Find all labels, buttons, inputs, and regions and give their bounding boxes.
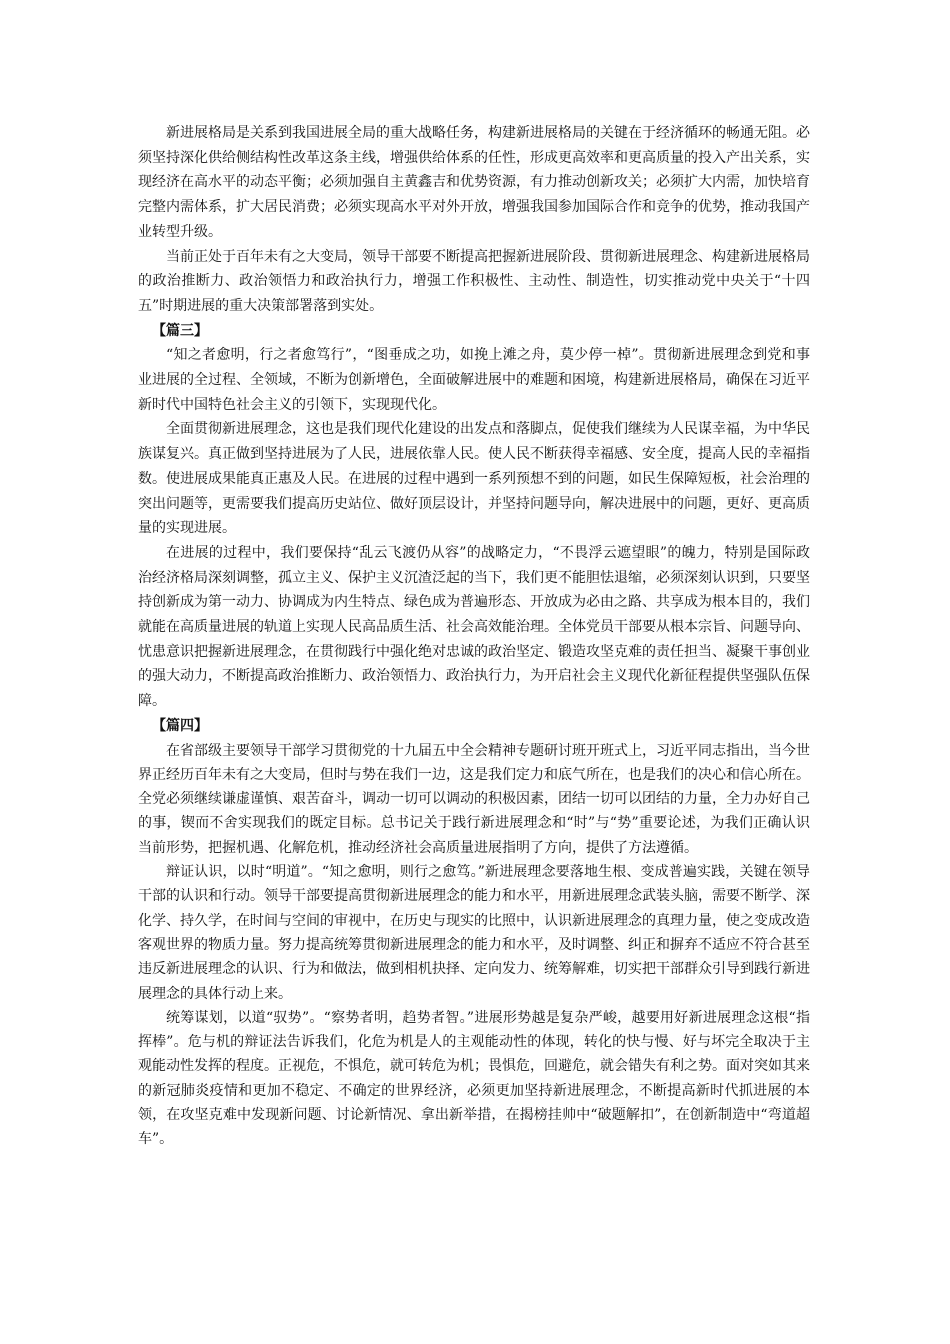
paragraph-seminar-speech: 在省部级主要领导干部学习贯彻党的十九届五中全会精神专题研讨班开班式上，习近平同志指出，当今世界正经历百年未有之大变局，但时与势在我们一边，这是我们定力和底气所在，也是我们的决心和信心所在。全党必须继续谦虚谨慎、艰苦奋斗，调动一切可以调动的积极因素，团结一切可以团结的力量，全力办好自己的事，锲而不舍实现我们的既定目标。总书记关于践行新进展理念和“时”与“势”重要论述，为我们正确认识当前形势，把握机遇、化解危机，推动经济社会高质量进展指明了方向，提供了方法遵循。 [138,742,810,856]
paragraph-dialectical-understanding: 辩证认识，以时“明道”。“知之愈明，则行之愈笃。”新进展理念要落地生根、变成普遍实践，关键在领导干部的认识和行动。领导干部要提高贯彻新进展理念的能力和水平，用新进展理念武装头脑，需要不断学、深化学、持久学，在时间与空间的审视中，在历史与现实的比照中，认识新进展理念的真理力量，使之变成改造客观世界的物质力量。努力提高统筹贯彻新进展理念的能力和水平，及时调整、纠正和摒弃不适应不符合甚至违反新进展理念的认识、行为和做法，做到相机抉择、定向发力、统筹解难，切实把干部群众引导到践行新进展理念的具体行动上来。 [138,864,810,1002]
document-page [138,121,810,1152]
paragraph-knowing-and-doing: “知之者愈明，行之者愈笃行”，“图垂成之功，如挽上滩之舟，莫少停一棹”。贯彻新进展理念到党和事业进展的全过程、全领域，不断为创新增色，全面破解进展中的难题和困境，构建新进展格局，确保在习近平新时代中国特色社会主义的引领下，实现现代化。 [138,347,810,413]
section-heading-part-three: 【篇三】 [152,322,208,339]
paragraph-overall-planning: 统筹谋划，以道“驭势”。“察势者明，趋势者智。”进展形势越是复杂严峻，越要用好新进展理念这根“指挥棒”。危与机的辩证法告诉我们，化危为机是人的主观能动性的体现，转化的快与慢、好与坏完全取决于主观能动性发挥的程度。正视危，不惧危，就可转危为机；畏惧危，回避危，就会错失有利之势。面对突如其来的新冠肺炎疫情和更加不稳定、不确定的世界经济，必须更加坚持新进展理念，不断提高新时代抓进展的本领，在攻坚克难中发现新问题、讨论新情况、拿出新举措，在揭榜挂帅中“破题解扣”，在创新制造中“弯道超车”。 [138,1009,810,1148]
paragraph-strategic-resolve: 在进展的过程中，我们要保持“乱云飞渡仍从容”的战略定力，“不畏浮云遮望眼”的魄力，特别是国际政治经济格局深刻调整，孤立主义、保护主义沉渣泛起的当下，我们更不能胆怯退缩，必须深刻认识到，只要坚持创新成为第一动力、协调成为内生特点、绿色成为普遍形态、开放成为必由之路、共享成为根本目的，我们就能在高质量进展的轨道上实现人民高品质生活、社会高效能治理。全体党员干部要从根本宗旨、问题导向、忧患意识把握新进展理念，在贯彻践行中强化绝对忠诚的政治坚定、锻造攻坚克难的责任担当、凝聚干事创业的强大动力，不断提高政治推断力、政治领悟力、政治执行力，为开启社会主义现代化新征程提供坚强队伍保障。 [138,544,810,710]
paragraph-people-centered: 全面贯彻新进展理念，这也是我们现代化建设的出发点和落脚点，促使我们继续为人民谋幸福，为中华民族谋复兴。真正做到坚持进展为了人民，进展依靠人民。使人民不断获得幸福感、安全度，提高人民的幸福指数。使进展成果能真正惠及人民。在进展的过程中遇到一系列预想不到的问题，如民生保障短板，社会治理的突出问题等，更需要我们提高历史站位、做好顶层设计，并坚持问题导向，解决进展中的问题，更好、更高质量的实现进展。 [138,421,810,537]
section-heading-part-four: 【篇四】 [152,717,208,734]
paragraph-great-changes: 当前正处于百年未有之大变局，领导干部要不断提高把握新进展阶段、贯彻新进展理念、构建新进展格局的政治推断力、政治领悟力和政治执行力，增强工作积极性、主动性、制造性，切实推动党中央关于“十四五”时期进展的重大决策部署落到实处。 [138,248,810,314]
paragraph-new-development-pattern: 新进展格局是关系到我国进展全局的重大战略任务，构建新进展格局的关键在于经济循环的畅通无阻。必须坚持深化供给侧结构性改革这条主线，增强供给体系的任性，形成更高效率和更高质量的投入产出关系，实现经济在高水平的动态平衡；必须加强自主黄鑫吉和优势资源，有力推动创新攻关；必须扩大内需，加快培育完整内需体系，扩大居民消费；必须实现高水平对外开放，增强我国参加国际合作和竞争的优势，推动我国产业转型升级。 [138,125,810,240]
